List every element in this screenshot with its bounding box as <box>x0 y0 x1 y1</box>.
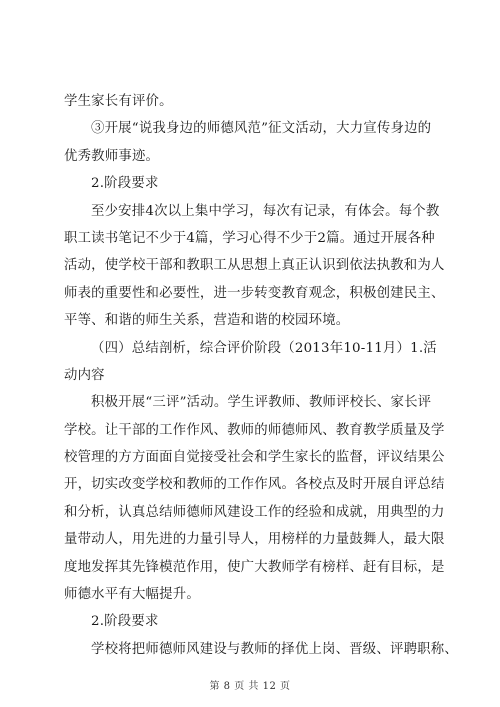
text-line: ③开展“说我身边的师德风范”征文活动，大力宣传身边的 <box>91 121 432 137</box>
text-line: （四）总结剖析，综合评价阶段（2013年10-11月）1.活 <box>91 340 437 356</box>
text-line: 师德水平有大幅提升。 <box>64 587 200 603</box>
text-line: 学生家长有评价。 <box>64 94 173 109</box>
text-line: 活动，使学校干部和教职工从思想上真正认识到依法执教和为人 <box>64 258 445 274</box>
page-number-footer: 第 8 页 共 12 页 <box>209 681 291 692</box>
text-line: 职工读书笔记不少于4篇，学习心得不少于2篇。通过开展各种 <box>64 230 435 246</box>
text-line: 平等、和谐的师生关系，营造和谐的校园环境。 <box>64 313 350 329</box>
text-line: 度地发挥其先锋模范作用，使广大教师学有榜样、赶有目标，是 <box>64 559 445 575</box>
text-line: 学校将把师德师风建设与教师的择优上岗、晋级、评聘职称、 <box>91 641 458 657</box>
text-line: 师表的重要性和必要性，进一步转变教育观念，积极创建民主、 <box>64 285 445 301</box>
text-line: 学校。让干部的工作作风、教师的师德师风、教育教学质量及学 <box>64 422 445 438</box>
text-line: 2.阶段要求 <box>91 176 159 192</box>
text-line: 2.阶段要求 <box>91 614 159 630</box>
text-line: 至少安排4次以上集中学习，每次有记录，有体会。每个教 <box>91 203 440 219</box>
text-line: 量带动人，用先进的力量引导人，用榜样的力量鼓舞人，最大限 <box>64 532 445 548</box>
text-line: 校管理的方方面面自觉接受社会和学生家长的监督，评议结果公 <box>64 450 445 466</box>
text-line: 优秀教师事迹。 <box>64 148 160 164</box>
text-line: 开，切实改变学校和教师的工作作风。各校点及时开展自评总结 <box>64 477 445 493</box>
text-line: 和分析，认真总结师德师风建设工作的经验和成就，用典型的力 <box>64 504 445 520</box>
text-line: 积极开展“三评”活动。学生评教师、教师评校长、家长评 <box>91 395 432 411</box>
text-line: 动内容 <box>64 367 105 383</box>
document-body <box>64 88 458 663</box>
